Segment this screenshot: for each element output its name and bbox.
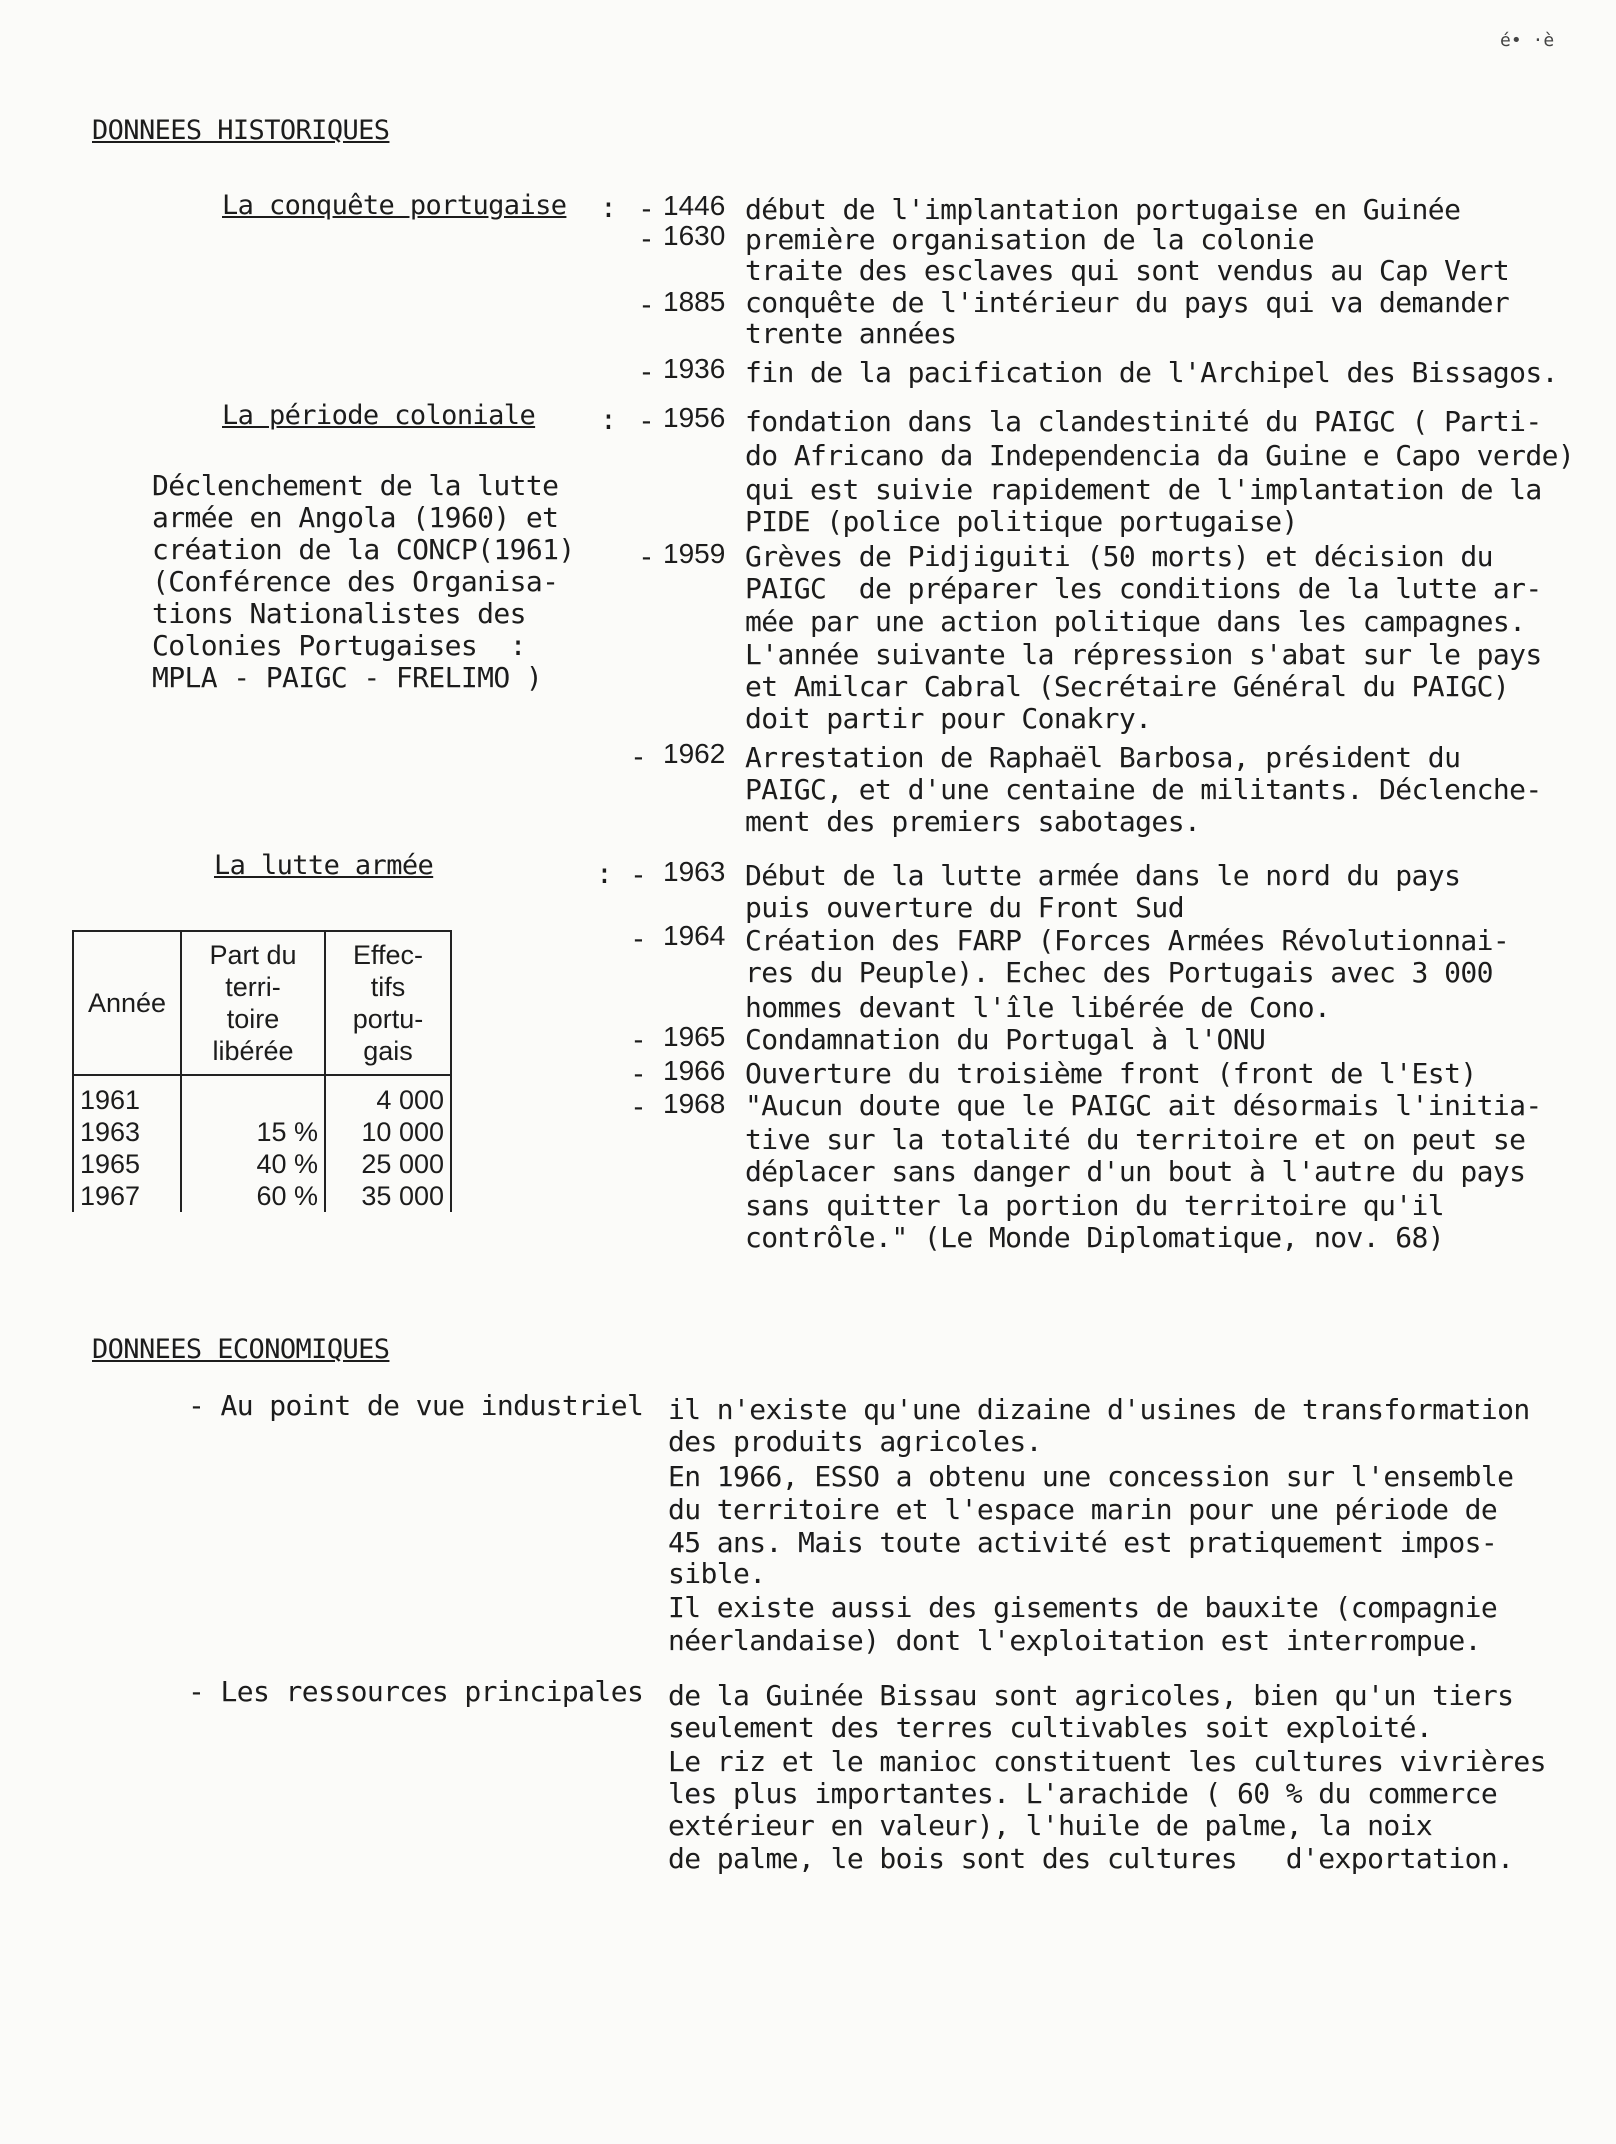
economic-line: seulement des terres cultivables soit exploité.: [668, 1711, 1433, 1744]
economic-line: sible.: [668, 1557, 766, 1590]
economic-lead: - Au point de vue industriel: [188, 1389, 644, 1422]
event-line: fin de la pacification de l'Archipel des Bissagos.: [745, 356, 1558, 389]
table-row: 1965 40 % 25 000: [73, 1148, 451, 1180]
event-line: Condamnation du Portugal à l'ONU: [745, 1023, 1266, 1056]
note-line: création de la CONCP(1961): [152, 533, 575, 566]
event-year: 1446: [663, 190, 726, 221]
event-line: Grèves de Pidjiguiti (50 morts) et décision du: [745, 540, 1493, 573]
event-year: 1959: [663, 538, 726, 569]
event-line: "Aucun doute que le PAIGC ait désormais l'initia-: [745, 1089, 1542, 1122]
armed-label: La lutte armée: [214, 850, 434, 881]
event-line: do Africano da Independencia da Guine e Capo verde): [745, 439, 1575, 472]
economic-line: 45 ans. Mais toute activité est pratiquement impos-: [668, 1526, 1498, 1559]
economic-line: de la Guinée Bissau sont agricoles, bien qu'un tiers: [668, 1679, 1514, 1712]
event-line: sans quitter la portion du territoire qu'il: [745, 1189, 1445, 1222]
economic-line: néerlandaise) dont l'exploitation est interrompue.: [668, 1624, 1481, 1657]
event-year: 1885: [663, 286, 726, 317]
event-line: déplacer sans danger d'un bout à l'autre du pays: [745, 1155, 1526, 1188]
header-year: Année: [73, 931, 181, 1075]
event-line: fondation dans la clandestinité du PAIGC ( Parti-: [745, 405, 1542, 438]
event-line: L'année suivante la répression s'abat sur le pays: [745, 638, 1542, 671]
event-dash: -: [630, 922, 647, 955]
note-line: armée en Angola (1960) et: [152, 501, 559, 534]
event-dash: -: [630, 1057, 647, 1090]
economic-line: les plus importantes. L'arachide ( 60 % du commerce: [668, 1777, 1498, 1810]
event-year: 1936: [663, 353, 726, 384]
event-dash: -: [638, 540, 655, 573]
economic-line: Le riz et le manioc constituent les cultures vivrières: [668, 1745, 1546, 1778]
table-header-row: [73, 931, 451, 1075]
event-line: conquête de l'intérieur du pays qui va demander: [745, 286, 1510, 319]
event-dash: -: [638, 222, 655, 255]
economic-heading: DONNEES ECONOMIQUES: [92, 1334, 390, 1365]
event-dash: -: [638, 404, 655, 437]
conquest-label: La conquête portugaise: [222, 190, 567, 221]
note-line: Déclenchement de la lutte: [152, 469, 559, 502]
economic-line: de palme, le bois sont des cultures d'exportation.: [668, 1842, 1514, 1875]
event-line: ment des premiers sabotages.: [745, 805, 1201, 838]
economic-line: extérieur en valeur), l'huile de palme, la noix: [668, 1809, 1433, 1842]
event-line: trente années: [745, 317, 957, 350]
event-line: tive sur la totalité du territoire et on peut se: [745, 1123, 1526, 1156]
event-line: Création des FARP (Forces Armées Révolutionnai-: [745, 924, 1510, 957]
header-troops: Effec- tifs portu- gais: [325, 931, 451, 1075]
event-year: 1956: [663, 402, 726, 433]
table-row: 1963 15 % 10 000: [73, 1116, 451, 1148]
event-line: puis ouverture du Front Sud: [745, 891, 1184, 924]
economic-line: du territoire et l'espace marin pour une période de: [668, 1493, 1498, 1526]
note-line: (Conférence des Organisa-: [152, 565, 559, 598]
event-line: Ouverture du troisième front (front de l'Est): [745, 1057, 1477, 1090]
event-line: PAIGC, et d'une centaine de militants. Déclenche-: [745, 773, 1542, 806]
note-line: MPLA - PAIGC - FRELIMO ): [152, 661, 543, 694]
corner-mark: é• ·è: [1500, 30, 1555, 51]
event-line: contrôle." (Le Monde Diplomatique, nov. 68): [745, 1221, 1445, 1254]
event-dash: -: [630, 1023, 647, 1056]
event-dash: -: [638, 192, 655, 225]
colonial-sep: :: [600, 403, 617, 436]
event-line: début de l'implantation portugaise en Guinée: [745, 193, 1461, 226]
event-line: qui est suivie rapidement de l'implantation de la: [745, 473, 1542, 506]
note-line: tions Nationalistes des: [152, 597, 526, 630]
event-year: 1962: [663, 738, 726, 769]
table-row: 1967 60 % 35 000: [73, 1180, 451, 1212]
event-year: 1968: [663, 1088, 726, 1119]
event-year: 1963: [663, 856, 726, 887]
economic-line: il n'existe qu'une dizaine d'usines de transformation: [668, 1393, 1530, 1426]
event-dash: -: [630, 740, 647, 773]
troops-table: [72, 930, 452, 1212]
event-dash: -: [638, 288, 655, 321]
event-dash: -: [630, 858, 647, 891]
event-line: et Amilcar Cabral (Secrétaire Général du PAIGC): [745, 670, 1510, 703]
economic-line: Il existe aussi des gisements de bauxite (compagnie: [668, 1591, 1498, 1624]
event-dash: -: [638, 355, 655, 388]
event-line: Début de la lutte armée dans le nord du pays: [745, 859, 1461, 892]
historical-heading: DONNEES HISTORIQUES: [92, 115, 390, 146]
event-dash: -: [630, 1090, 647, 1123]
conquest-sep: :: [600, 191, 617, 224]
event-line: hommes devant l'île libérée de Cono.: [745, 991, 1331, 1024]
event-line: mée par une action politique dans les campagnes.: [745, 605, 1526, 638]
economic-lead: - Les ressources principales: [188, 1675, 644, 1708]
event-line: Arrestation de Raphaël Barbosa, président du: [745, 741, 1461, 774]
event-year: 1966: [663, 1055, 726, 1086]
armed-sep: :: [596, 857, 613, 890]
event-line: première organisation de la colonie: [745, 223, 1315, 256]
note-line: Colonies Portugaises :: [152, 629, 526, 662]
economic-line: des produits agricoles.: [668, 1425, 1042, 1458]
event-line: res du Peuple). Echec des Portugais avec 3 000: [745, 956, 1493, 989]
table-row: 1961 4 000: [73, 1075, 451, 1116]
colonial-label: La période coloniale: [222, 400, 536, 431]
header-territory: Part du terri- toire libérée: [181, 931, 325, 1075]
event-year: 1630: [663, 220, 726, 251]
event-line: doit partir pour Conakry.: [745, 702, 1152, 735]
event-line: PIDE (police politique portugaise): [745, 505, 1298, 538]
event-line: traite des esclaves qui sont vendus au Cap Vert: [745, 254, 1510, 287]
economic-line: En 1966, ESSO a obtenu une concession sur l'ensemble: [668, 1460, 1514, 1493]
event-line: PAIGC de préparer les conditions de la lutte ar-: [745, 572, 1542, 605]
event-year: 1965: [663, 1021, 726, 1052]
event-year: 1964: [663, 920, 726, 951]
